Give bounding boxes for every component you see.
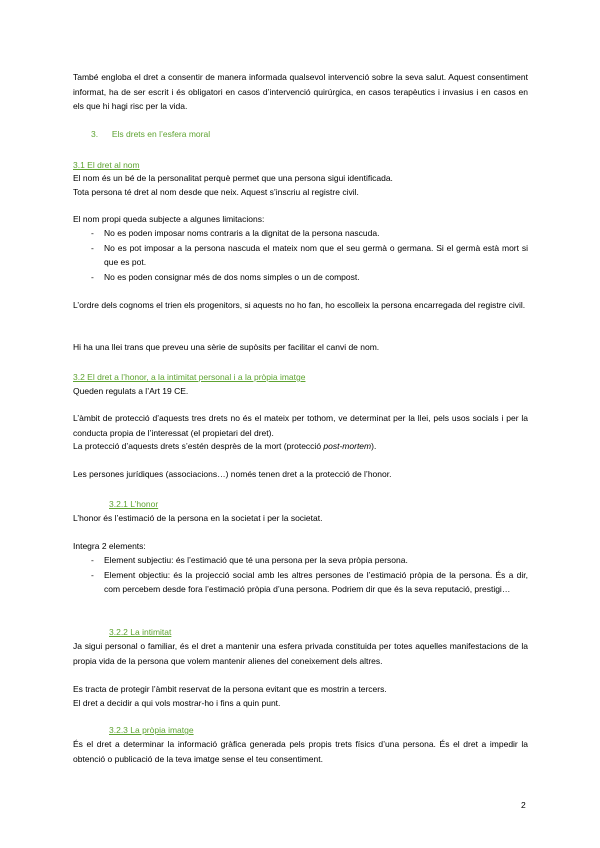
s32-para-1: L’àmbit de protecció d’aquests tres drets no és el mateix per tothom, ve determinat per la llei, pels usos socials i per la conducta propia de l’interessat (el propietari del dret).: [73, 413, 528, 438]
elements-list: [73, 553, 528, 597]
intro-paragraph: També engloba el dret a consentir de manera informada qualsevol intervenció sobre la seva salut. Aquest consentiment informat, ha de ser escrit i és obligatori en casos d’intervenció quirúrgica, en casos terapèutics i invasius i en casos en els que hi hagi risc per la vida.: [73, 72, 528, 111]
page-number: 2: [521, 800, 526, 810]
list-item: - No es poden imposar noms contraris a la dignitat de la persona nascuda.: [91, 228, 380, 238]
heading-3-2-2: 3.2.2 La intimitat: [109, 627, 172, 637]
section-3-title: Els drets en l’esfera moral: [111, 129, 211, 139]
s32-para-2: La protecció d’aquests drets s’estén desprès de la mort (protecció post-mortem).: [73, 441, 377, 451]
s31-line-2: Tota persona té dret al nom desde que neix. Aquest s’inscriu al registre civil.: [73, 187, 359, 197]
heading-3-2: 3.2 El dret a l’honor, a la intimitat personal i a la pròpia imatge: [73, 372, 306, 382]
s32-regulated: Queden regulats a l’Art 19 CE.: [73, 386, 189, 396]
heading-3-2-1: 3.2.1 L’honor: [109, 499, 159, 509]
limits-intro: El nom propi queda subjecte a algunes limitacions:: [73, 214, 265, 224]
list-item: - Element subjectiu: és l’estimació que té una persona per la seva pròpia persona.: [91, 555, 408, 565]
s321-elements-intro: Integra 2 elements:: [73, 541, 146, 551]
s322-para-1: Ja sigui personal o familiar, és el dret a mantenir una esfera privada constituida per totes aquelles manifestacions de la propia vida de la persona que volem mantenir alienes del coneixement dels altres.: [73, 641, 528, 666]
s32-para-3: Les persones jurídiques (associacions…) només tenen dret a la protecció de l’honor.: [73, 469, 392, 479]
s31-para-2: L’ordre dels cognoms el trien els progenitors, si aquests no ho fan, ho escolleix la persona encarregada del registre civil.: [73, 300, 526, 310]
list-item: - Element objectiu: és la projecció social amb les altres persones de l’estimació pròpia de la persona. És a dir, com percebem desde fora l’estimació pròpia d’una persona. Podriem dir que és la seva reputació, prestigi…: [91, 569, 528, 594]
s31-line-1: El nom és un bé de la personalitat perquè permet que una persona sigui identificada.: [73, 173, 393, 183]
list-item: - No es pot imposar a la persona nascuda el mateix nom que el seu germà o germana. Si el germà està mort si que es pot.: [91, 242, 528, 267]
s322-line-1: Es tracta de protegir l’àmbit reservat de la persona evitant que es mostrin a tercers.: [73, 684, 387, 694]
list-item: - No es poden consignar més de dos noms simples o un de compost.: [91, 271, 360, 282]
s321-definition: L’honor és l’estimació de la persona en la societat i per la societat.: [73, 513, 323, 523]
section-3-number: 3.: [91, 129, 99, 139]
section-3-heading: [91, 127, 491, 142]
s322-line-2: El dret a decidir a qui vols mostrar-ho i fins a quin punt.: [73, 698, 281, 708]
limits-list: [73, 226, 528, 284]
s323-para-1: És el dret a determinar la informació gràfica generada pels propis trets físics d’una persona. És el dret a impedir la obtenció o publicació de la teva imatge sense el teu consentiment.: [73, 739, 528, 764]
heading-3-2-3: 3.2.3 La pròpia imatge: [109, 725, 194, 735]
s31-para-3: Hi ha una llei trans que preveu una sèrie de supòsits per facilitar el canvi de nom.: [73, 342, 380, 352]
heading-3-1: 3.1 El dret al nom: [73, 160, 140, 170]
